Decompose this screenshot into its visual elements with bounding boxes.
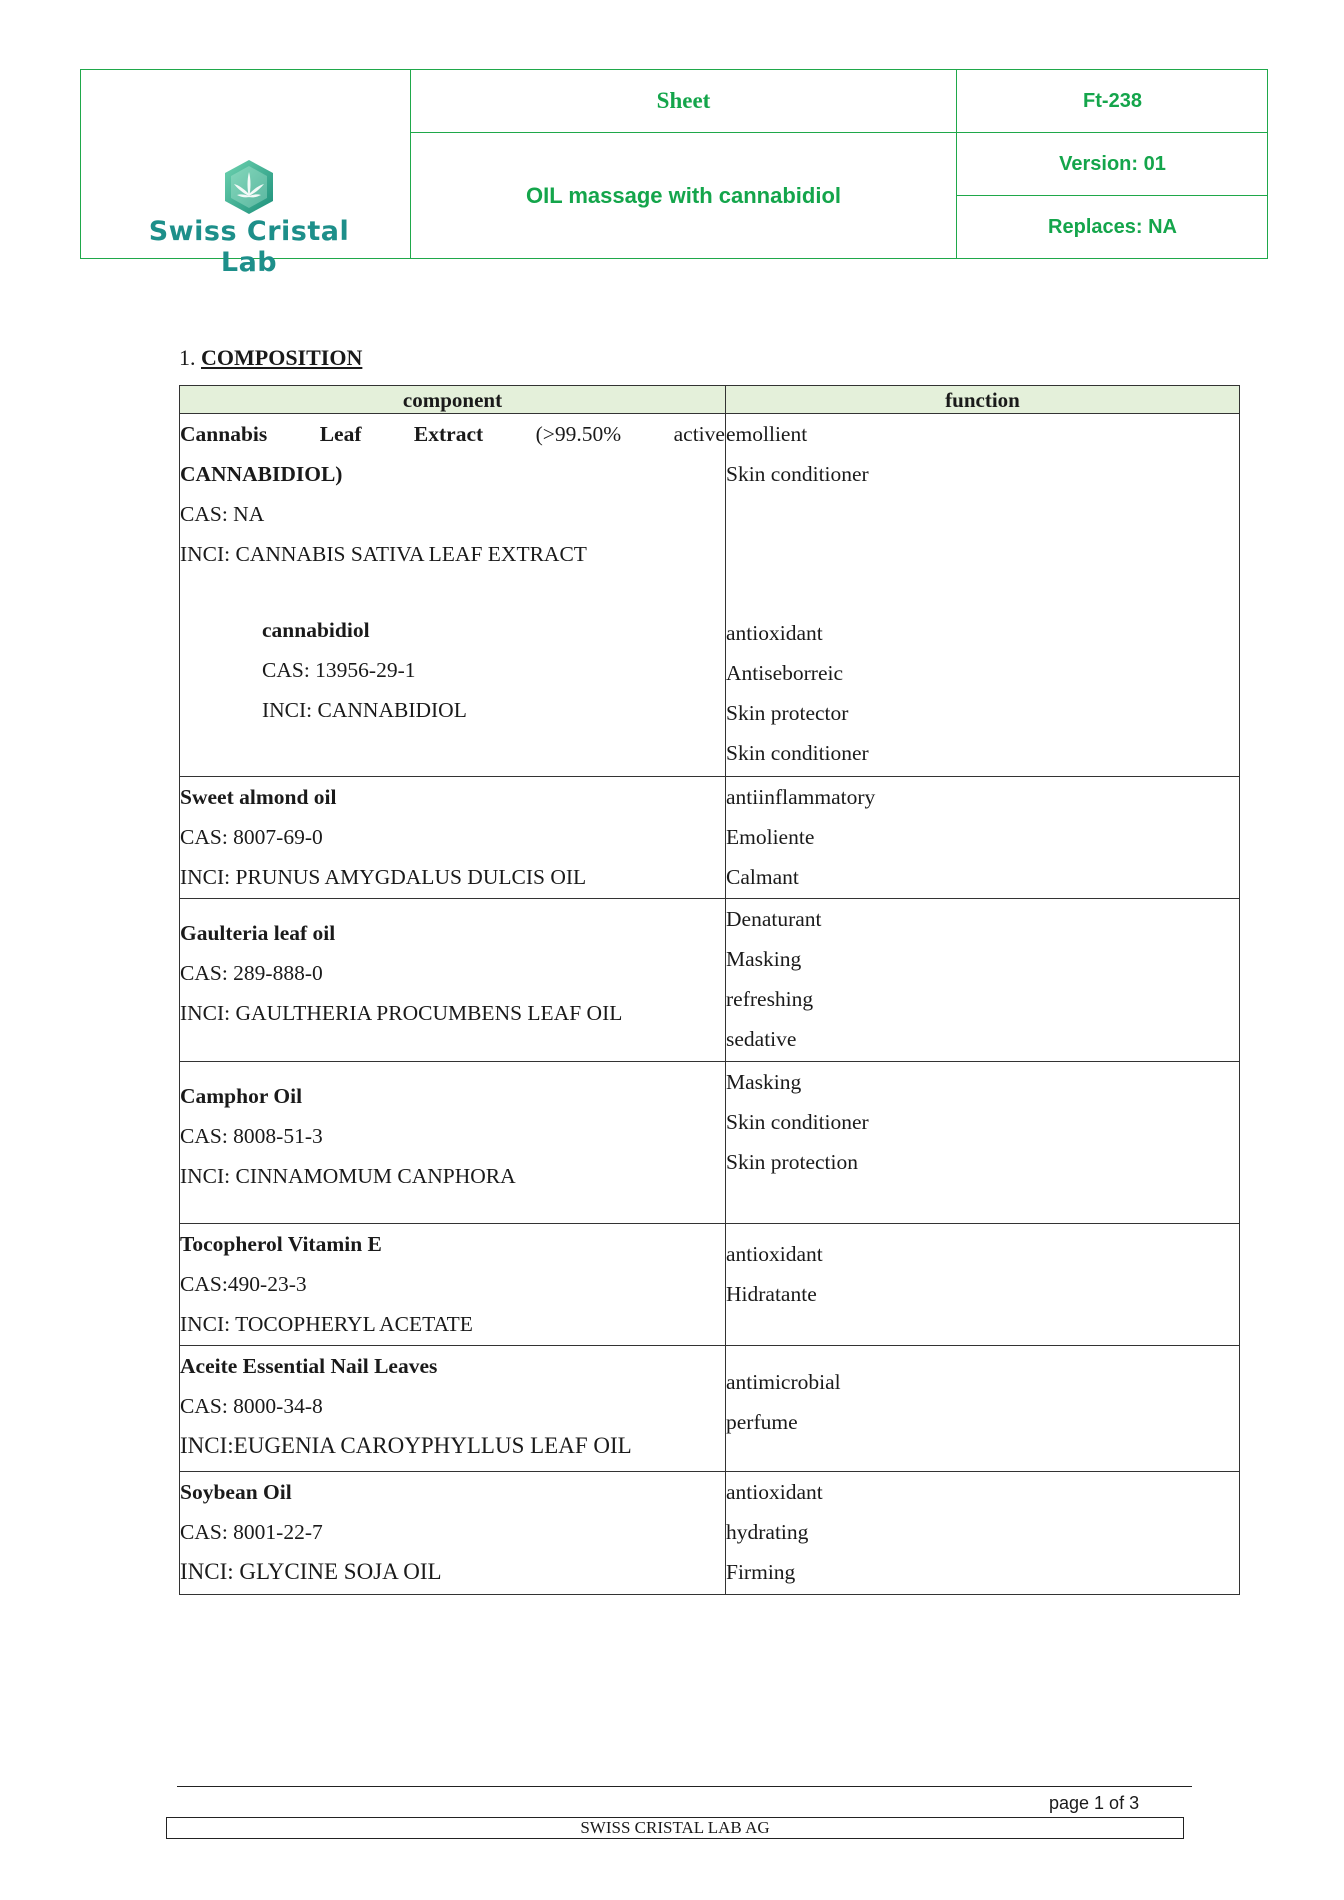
- function-item: antiinflammatory: [726, 785, 876, 809]
- table-row: [180, 777, 1240, 899]
- function-item: Calmant: [726, 865, 799, 889]
- component-cas: CAS:490-23-3: [180, 1272, 307, 1296]
- component-name: Soybean Oil: [180, 1480, 292, 1504]
- component-cell: [180, 414, 726, 777]
- function-cell: [726, 899, 1240, 1062]
- replaces-label: Replaces: NA: [1048, 215, 1177, 238]
- component-cell: [180, 1346, 726, 1472]
- component-name-continued: CANNABIDIOL): [180, 462, 343, 486]
- sub-component-name: cannabidiol: [262, 618, 370, 642]
- component-cell: [180, 1224, 726, 1346]
- sub-component-inci: INCI: CANNABIDIOL: [262, 698, 467, 722]
- footer-divider: [177, 1786, 1192, 1787]
- function-item: Skin conditioner: [726, 462, 869, 486]
- function-item: Firming: [726, 1560, 796, 1584]
- table-row: [180, 1224, 1240, 1346]
- component-cell: [180, 1062, 726, 1224]
- component-cas: CAS: 8007-69-0: [180, 825, 323, 849]
- function-item: refreshing: [726, 987, 814, 1011]
- function-item: Skin protection: [726, 1150, 858, 1174]
- function-item: antioxidant: [726, 1242, 823, 1266]
- component-cas: CAS: 8000-34-8: [180, 1394, 323, 1418]
- column-header-function: function: [726, 386, 1240, 414]
- component-inci: INCI: PRUNUS AMYGDALUS DULCIS OIL: [180, 865, 587, 889]
- component-name: Cannabis Leaf Extract (>99.50% active: [180, 422, 725, 446]
- function-item: Masking: [726, 1070, 802, 1094]
- component-inci: INCI:EUGENIA CAROYPHYLLUS LEAF OIL: [180, 1433, 632, 1458]
- component-name: Aceite Essential Nail Leaves: [180, 1354, 438, 1378]
- function-item: emollient: [726, 422, 808, 446]
- section-heading: [179, 345, 362, 371]
- component-cell: [180, 777, 726, 899]
- section-title: COMPOSITION: [201, 345, 363, 370]
- function-item: antioxidant: [726, 1480, 823, 1504]
- cannabis-leaf-icon: [121, 158, 377, 220]
- function-cell: [726, 777, 1240, 899]
- component-cas: CAS: 8001-22-7: [180, 1520, 323, 1544]
- product-title: OIL massage with cannabidiol: [525, 182, 841, 208]
- table-row: [180, 1472, 1240, 1595]
- component-cell: [180, 899, 726, 1062]
- function-cell: [726, 1062, 1240, 1224]
- table-row: [180, 414, 1240, 777]
- component-inci: INCI: CANNABIS SATIVA LEAF EXTRACT: [180, 542, 587, 566]
- function-item: Denaturant: [726, 907, 822, 931]
- component-inci: INCI: TOCOPHERYL ACETATE: [180, 1312, 473, 1336]
- function-item: Skin conditioner: [726, 741, 869, 765]
- table-row: [180, 1062, 1240, 1224]
- function-item: antimicrobial: [726, 1370, 841, 1394]
- footer-company: SWISS CRISTAL LAB AG: [166, 1817, 1184, 1839]
- component-inci: INCI: GAULTHERIA PROCUMBENS LEAF OIL: [180, 1001, 623, 1025]
- function-cell: [726, 1346, 1240, 1472]
- component-name: Camphor Oil: [180, 1084, 303, 1108]
- page-number: page 1 of 3: [1049, 1793, 1140, 1813]
- function-item: Antiseborreic: [726, 661, 844, 685]
- component-name: Gaulteria leaf oil: [180, 921, 336, 945]
- function-item: antioxidant: [726, 621, 823, 645]
- function-cell: [726, 414, 1240, 777]
- component-inci: INCI: CINNAMOMUM CANPHORA: [180, 1164, 516, 1188]
- section-number: 1.: [179, 345, 196, 370]
- component-name: Sweet almond oil: [180, 785, 337, 809]
- function-item: sedative: [726, 1027, 797, 1051]
- function-item: Emoliente: [726, 825, 815, 849]
- function-item: hydrating: [726, 1520, 809, 1544]
- component-inci: INCI: GLYCINE SOJA OIL: [180, 1559, 442, 1584]
- table-header-row: [180, 386, 1240, 414]
- sheet-label: Sheet: [656, 88, 711, 113]
- logo-wordmark: Swiss Cristal Lab: [148, 216, 350, 278]
- function-cell: [726, 1224, 1240, 1346]
- function-item: Hidratante: [726, 1282, 817, 1306]
- document-code: Ft-238: [1083, 89, 1142, 112]
- version-label: Version: 01: [1059, 152, 1166, 175]
- table-row: [180, 1346, 1240, 1472]
- composition-table: [179, 385, 1240, 1595]
- component-cell: [180, 1472, 726, 1595]
- function-cell: [726, 1472, 1240, 1595]
- function-item: Masking: [726, 947, 802, 971]
- table-row: [180, 899, 1240, 1062]
- function-item: Skin protector: [726, 701, 849, 725]
- company-logo: [121, 158, 377, 278]
- component-cas: CAS: 8008-51-3: [180, 1124, 323, 1148]
- component-name: Tocopherol Vitamin E: [180, 1232, 382, 1256]
- column-header-component: component: [180, 386, 726, 414]
- function-item: perfume: [726, 1410, 798, 1434]
- component-cas: CAS: NA: [180, 502, 265, 526]
- document-header: [80, 69, 1268, 278]
- function-item: Skin conditioner: [726, 1110, 869, 1134]
- component-cas: CAS: 289-888-0: [180, 961, 323, 985]
- sub-component-cas: CAS: 13956-29-1: [262, 658, 416, 682]
